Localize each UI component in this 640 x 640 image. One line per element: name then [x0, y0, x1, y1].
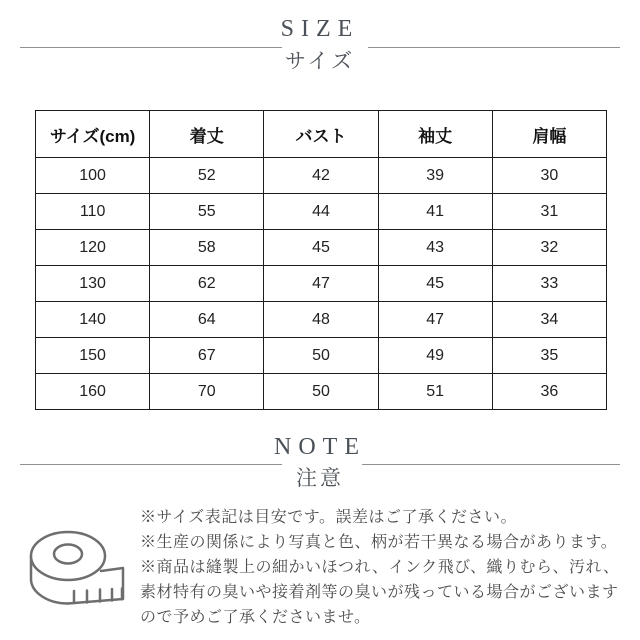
table-cell: 51 — [378, 374, 492, 410]
table-cell: 43 — [378, 230, 492, 266]
column-header: 着丈 — [150, 111, 264, 158]
note-line: ※サイズ表記は目安です。誤差はご了承ください。 — [140, 509, 517, 526]
table-row — [36, 374, 607, 410]
table-cell: 45 — [264, 230, 378, 266]
table-cell: 50 — [264, 374, 378, 410]
table-cell: 36 — [492, 374, 606, 410]
column-header: 袖丈 — [378, 111, 492, 158]
table-cell: 48 — [264, 302, 378, 338]
tape-measure-icon — [22, 520, 127, 628]
note-line: ※商品は縫製上の細かいほつれ、インク飛び、織りむら、汚れ、 — [140, 559, 620, 576]
note-line: 素材特有の臭いや接着剤等の臭いが残っている場合がございます — [140, 584, 619, 601]
table-row — [36, 302, 607, 338]
table-cell: 110 — [36, 194, 150, 230]
table-row — [36, 230, 607, 266]
table-cell: 42 — [264, 158, 378, 194]
table-cell: 100 — [36, 158, 150, 194]
table-cell: 50 — [264, 338, 378, 374]
size-table-body — [36, 158, 607, 410]
column-header: バスト — [264, 111, 378, 158]
note-line: ので予めご了承くださいませ。 — [140, 609, 371, 626]
table-cell: 58 — [150, 230, 264, 266]
table-cell: 34 — [492, 302, 606, 338]
size-section-title-ja: サイズ — [284, 50, 356, 73]
table-cell: 44 — [264, 194, 378, 230]
table-cell: 52 — [150, 158, 264, 194]
table-cell: 49 — [378, 338, 492, 374]
table-cell: 120 — [36, 230, 150, 266]
table-cell: 160 — [36, 374, 150, 410]
table-cell: 33 — [492, 266, 606, 302]
table-cell: 55 — [150, 194, 264, 230]
table-row — [36, 266, 607, 302]
table-cell: 47 — [264, 266, 378, 302]
table-cell: 45 — [378, 266, 492, 302]
size-section-title-en: SIZE — [280, 16, 360, 42]
column-header: 肩幅 — [492, 111, 606, 158]
table-cell: 47 — [378, 302, 492, 338]
table-cell: 64 — [150, 302, 264, 338]
size-table-header-row — [36, 111, 607, 158]
table-cell: 140 — [36, 302, 150, 338]
table-cell: 41 — [378, 194, 492, 230]
table-cell: 39 — [378, 158, 492, 194]
table-cell: 31 — [492, 194, 606, 230]
table-cell: 32 — [492, 230, 606, 266]
notes-list — [140, 505, 635, 630]
table-cell: 130 — [36, 266, 150, 302]
column-header: サイズ(cm) — [36, 111, 150, 158]
table-cell: 30 — [492, 158, 606, 194]
size-table-head — [36, 111, 607, 158]
table-cell: 67 — [150, 338, 264, 374]
table-cell: 150 — [36, 338, 150, 374]
table-cell: 62 — [150, 266, 264, 302]
table-row — [36, 194, 607, 230]
table-cell: 35 — [492, 338, 606, 374]
table-row — [36, 338, 607, 374]
note-section-title-ja: 注意 — [296, 467, 344, 490]
table-cell: 70 — [150, 374, 264, 410]
size-table — [35, 110, 607, 410]
note-line: ※生産の関係により写真と色、柄が若干異なる場合があります。 — [140, 534, 618, 551]
table-row — [36, 158, 607, 194]
note-section-title-en: NOTE — [274, 434, 366, 460]
